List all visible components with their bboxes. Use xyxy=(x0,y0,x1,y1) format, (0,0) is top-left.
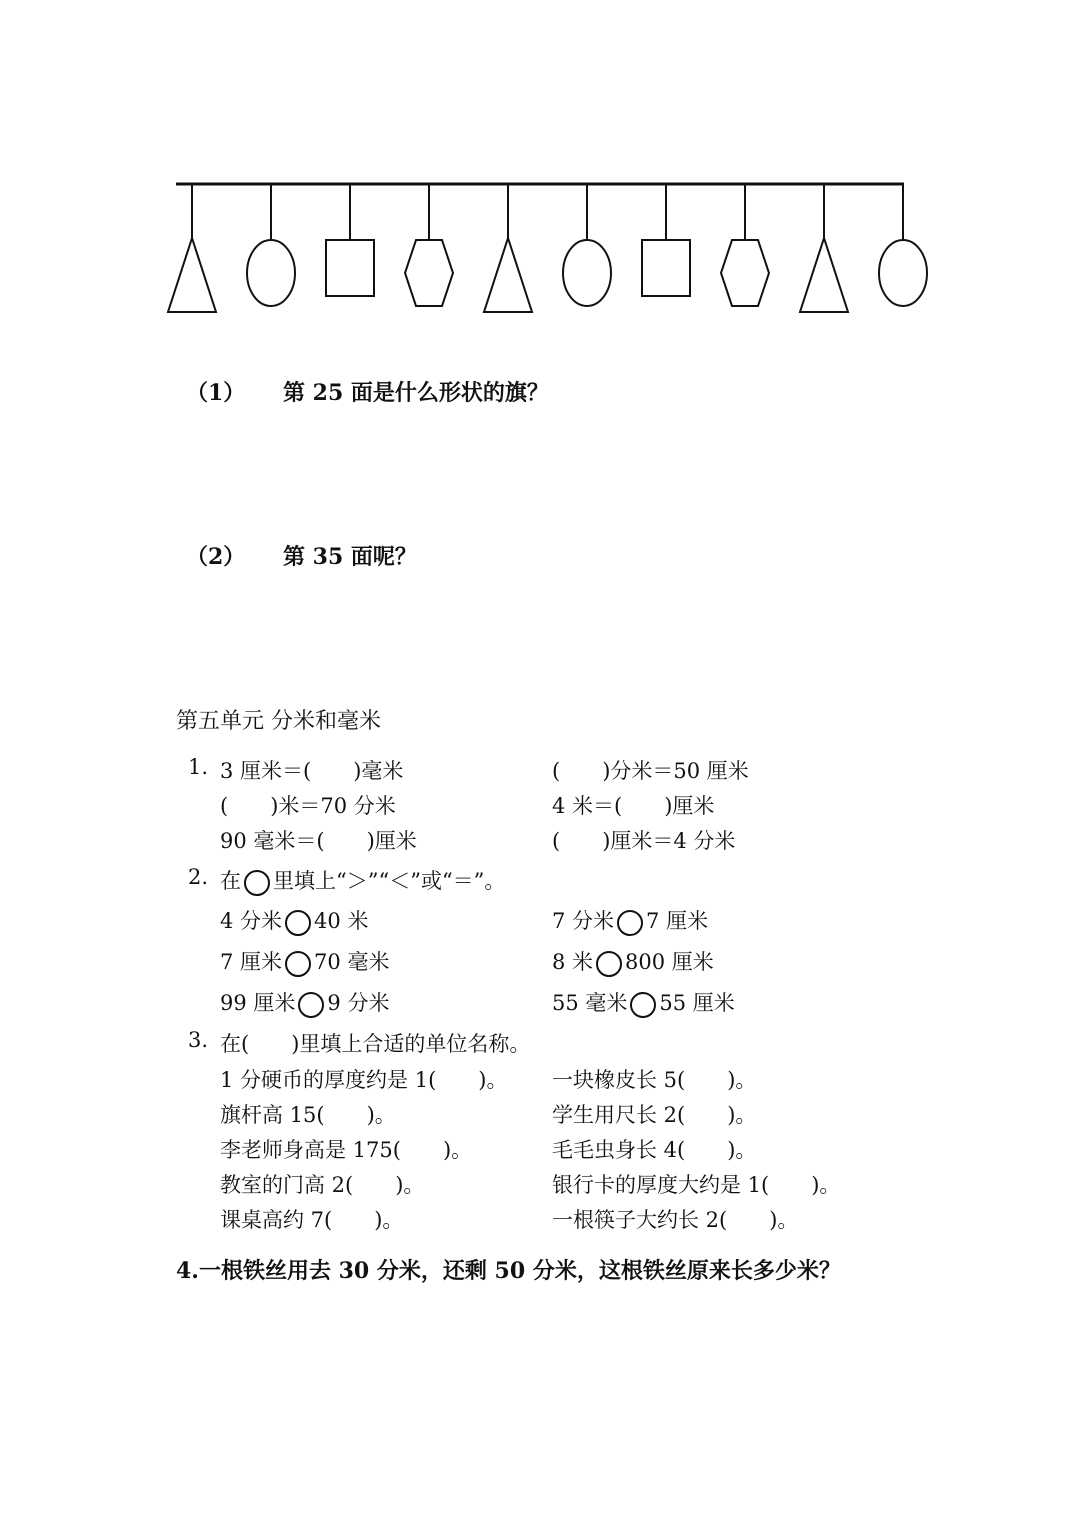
square-flag-icon xyxy=(326,240,374,296)
ex2-left-operand: 99 厘米 xyxy=(220,991,296,1015)
ex1-row-2-right: 4 米＝( )厘米 xyxy=(552,794,715,818)
compare-circle-icon[interactable] xyxy=(298,992,324,1018)
ex2-left-operand: 4 分米 xyxy=(220,909,283,933)
question-2-number: （2） xyxy=(186,544,246,570)
ex3-number: 3. xyxy=(188,1028,209,1052)
question-2 xyxy=(186,540,417,571)
ex2-left-operand: 8 米 xyxy=(552,950,594,974)
ex2-right-operand: 40 米 xyxy=(314,909,369,933)
triangle-flag-icon xyxy=(168,238,216,312)
ex3-row-3-right: 毛毛虫身长 4( )。 xyxy=(552,1138,757,1162)
ex2-row-2-right xyxy=(552,946,714,977)
compare-circle-icon[interactable] xyxy=(617,910,643,936)
question-2-text: 第 35 面呢？ xyxy=(282,544,417,570)
ex3-row-1-right: 一块橡皮长 5( )。 xyxy=(552,1068,757,1092)
triangle-flag-icon xyxy=(484,238,532,312)
ex1-row-3-left: 90 毫米＝( )厘米 xyxy=(220,829,417,853)
ex1-row-3-right: ( )厘米＝4 分米 xyxy=(552,829,736,853)
ex2-right-operand: 55 厘米 xyxy=(659,991,735,1015)
ex2-left-operand: 7 厘米 xyxy=(220,950,283,974)
ex2-row-3-right xyxy=(552,987,735,1018)
ex2-right-operand: 70 毫米 xyxy=(314,950,390,974)
ex2-row-1-right xyxy=(552,905,708,936)
ex2-row-2-left xyxy=(220,946,389,977)
ex2-prompt xyxy=(220,865,505,896)
compare-circle-icon[interactable] xyxy=(285,910,311,936)
ex3-row-4-left: 教室的门高 2( )。 xyxy=(220,1173,425,1197)
ex3-row-4-right: 银行卡的厚度大约是 1( )。 xyxy=(552,1173,841,1197)
ex2-left-operand: 55 毫米 xyxy=(552,991,628,1015)
question-1 xyxy=(186,376,549,407)
ex2-prompt-b: 里填上“＞”“＜”或“＝”。 xyxy=(273,869,506,893)
square-flag-icon xyxy=(642,240,690,296)
hexagon-flag-icon xyxy=(721,240,769,306)
compare-circle-icon[interactable] xyxy=(285,951,311,977)
unit-title: 第五单元 分米和毫米 xyxy=(176,709,381,734)
ex3-row-5-left: 课桌高约 7( )。 xyxy=(220,1208,404,1232)
ex2-prompt-a: 在 xyxy=(220,869,241,893)
ex2-right-operand: 7 厘米 xyxy=(646,909,709,933)
ex3-row-5-right: 一根筷子大约长 2( )。 xyxy=(552,1208,799,1232)
compare-circle-icon xyxy=(244,870,270,896)
flag-pattern-diagram xyxy=(0,0,1080,340)
ex2-right-operand: 800 厘米 xyxy=(625,950,714,974)
ex1-row-2-left: ( )米＝70 分米 xyxy=(220,794,396,818)
ex2-number: 2. xyxy=(188,865,209,889)
ellipse-flag-icon xyxy=(247,240,295,306)
ex3-row-2-right: 学生用尺长 2( )。 xyxy=(552,1103,757,1127)
triangle-flag-icon xyxy=(800,238,848,312)
ex2-row-3-left xyxy=(220,987,389,1018)
ex1-row-1-right: ( )分米＝50 厘米 xyxy=(552,759,749,783)
ex3-row-1-left: 1 分硬币的厚度约是 1( )。 xyxy=(220,1068,508,1092)
ex2-row-1-left xyxy=(220,905,368,936)
compare-circle-icon[interactable] xyxy=(596,951,622,977)
ex3-row-2-left: 旗杆高 15( )。 xyxy=(220,1103,396,1127)
ex2-left-operand: 7 分米 xyxy=(552,909,615,933)
hexagon-flag-icon xyxy=(405,240,453,306)
ex3-prompt: 在( )里填上合适的单位名称。 xyxy=(220,1032,531,1056)
ellipse-flag-icon xyxy=(563,240,611,306)
ex1-number: 1. xyxy=(188,755,209,779)
ex4-question: 4.一根铁丝用去 30 分米，还剩 50 分米，这根铁丝原来长多少米？ xyxy=(176,1258,841,1284)
question-1-number: （1） xyxy=(186,380,246,406)
compare-circle-icon[interactable] xyxy=(630,992,656,1018)
ex3-row-3-left: 李老师身高是 175( )。 xyxy=(220,1138,473,1162)
ex2-right-operand: 9 分米 xyxy=(327,991,390,1015)
ellipse-flag-icon xyxy=(879,240,927,306)
question-1-text: 第 25 面是什么形状的旗？ xyxy=(282,380,549,406)
ex1-row-1-left: 3 厘米＝( )毫米 xyxy=(220,759,404,783)
